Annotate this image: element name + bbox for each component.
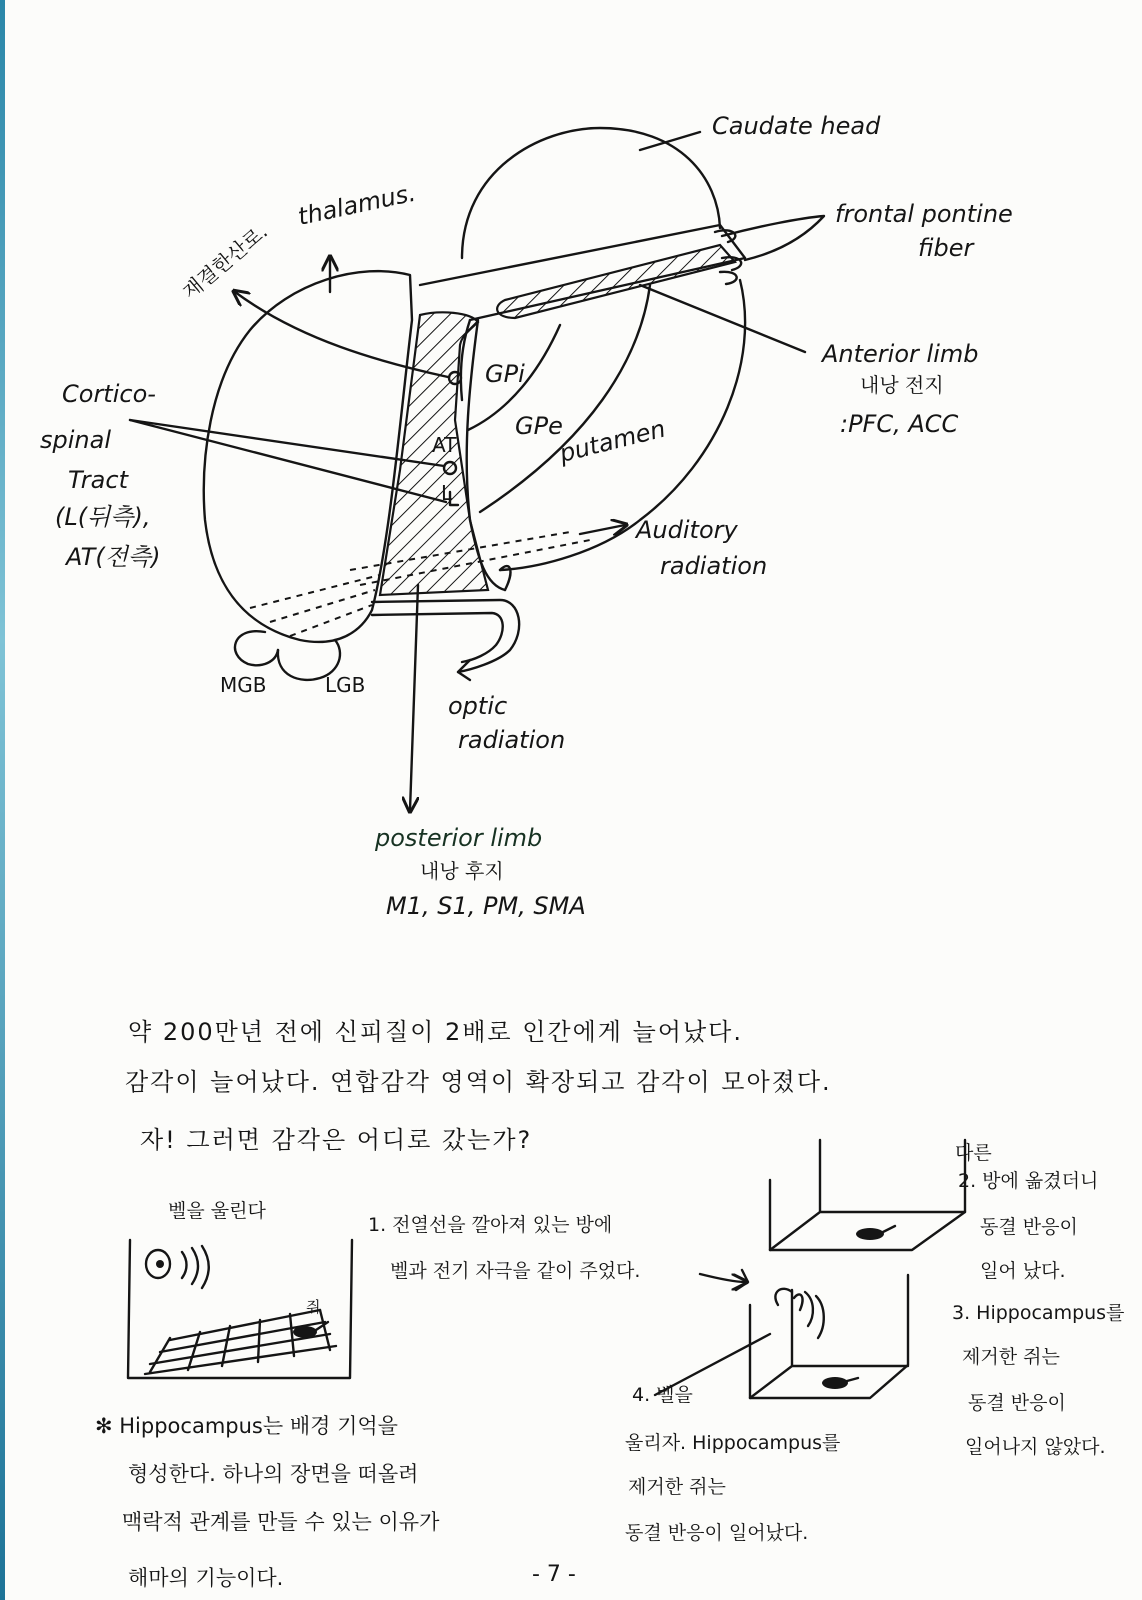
thalamus-korean-label: 재결한산로. [177,219,273,304]
thalamus-label: thalamus. [295,178,419,231]
anterior-limb-label-1: Anterior limb [822,340,979,368]
gpi-label: GPi [485,360,525,388]
bell-label: 벨을 울린다 [168,1200,266,1222]
hippo-note-line-4: 해마의 기능이다. [128,1566,284,1590]
room-box-2 [770,1140,965,1250]
step4-line-4: 동결 반응이 일어났다. [625,1522,809,1544]
note-line-1: 약 200만년 전에 신피질이 2배로 인간에게 늘어났다. [128,1018,743,1046]
step4-line-2: 울리자. Hippocampus를 [625,1432,841,1454]
posterior-limb-label-3: M1, S1, PM, SMA [386,892,586,920]
rat-icon-1 [293,1326,317,1338]
l-label: L [441,481,453,505]
cortico-spinal-label-5: AT(전측) [66,543,161,571]
posterior-limb-label-1: posterior limb [375,824,543,852]
mgb-shape [235,631,278,665]
at-label: AT [432,433,457,457]
frontal-pontine-label-1: frontal pontine [835,200,1013,228]
auditory-radiation-label-1: Auditory [636,516,738,544]
note-line-3: 자! 그러면 감각은 어디로 갔는가? [140,1126,533,1154]
room-box-3 [750,1275,908,1398]
electric-grid [145,1310,336,1374]
anterior-limb-label-2: 내낭 전지 [860,373,944,397]
bell-icon-2 [775,1289,823,1338]
auditory-radiation-label-2: radiation [660,552,768,580]
gpe-label: GPe [515,412,563,440]
step2-line-4: 일어 났다. [980,1260,1066,1282]
page-number: - 7 - [532,1562,576,1587]
cortico-spinal-label-3: Tract [68,466,128,494]
optic-radiation-label-1: optic [448,692,508,720]
optic-radiation-curve [372,600,519,672]
anterior-limb-hatch [497,245,735,318]
frontal-pontine-fiber [722,216,824,260]
hippo-note-line-3: 맥락적 관계를 만들 수 있는 이유가 [122,1510,440,1534]
putamen-label: putamen [556,414,669,468]
step3-line-1: 3. Hippocampus를 [952,1302,1125,1324]
step2-line-2: 2. 방에 옮겼더니 [958,1170,1099,1192]
step1-line-2: 벨과 전기 자극을 같이 주었다. [390,1260,641,1282]
step4-line-3: 제거한 쥐는 [628,1476,726,1498]
step2-line-1: 다른 [955,1142,992,1164]
hippo-note-line-1: ✻ Hippocampus는 배경 기억을 [95,1414,398,1438]
anterior-limb-label-3: :PFC, ACC [840,410,959,438]
optic-radiation-label-2: radiation [458,726,566,754]
gpe-boundary [480,285,650,512]
cortico-spinal-label-1: Cortico- [62,380,156,408]
cortico-spinal-label-2: spinal [40,426,111,454]
posterior-limb-label-2: 내낭 후지 [420,859,504,883]
note-line-2: 감각이 늘어났다. 연합감각 영역이 확장되고 감각이 모아졌다. [125,1068,832,1096]
step1-line-1: 1. 전열선을 깔아져 있는 방에 [368,1214,613,1236]
frontal-pontine-label-2: fiber [918,234,974,262]
step3-line-2: 제거한 쥐는 [962,1346,1060,1368]
caudate-head-label: Caudate head [712,112,881,140]
mgb-label: MGB [220,673,267,697]
bell-icon [146,1246,209,1288]
step4-line-1: 4. 벨을 [632,1384,693,1406]
rat-label: 쥐 [306,1298,321,1316]
step3-line-3: 동결 반응이 [968,1392,1066,1414]
caudate-head-shape [462,128,720,258]
hippo-note-line-2: 형성한다. 하나의 장면을 떠올려 [128,1462,419,1486]
step2-line-3: 동결 반응이 [980,1216,1078,1238]
lgb-label: LGB [325,673,366,697]
cortico-spinal-label-4: (L(뒤측), [55,503,151,531]
step3-line-4: 일어나지 않았다. [965,1436,1106,1458]
